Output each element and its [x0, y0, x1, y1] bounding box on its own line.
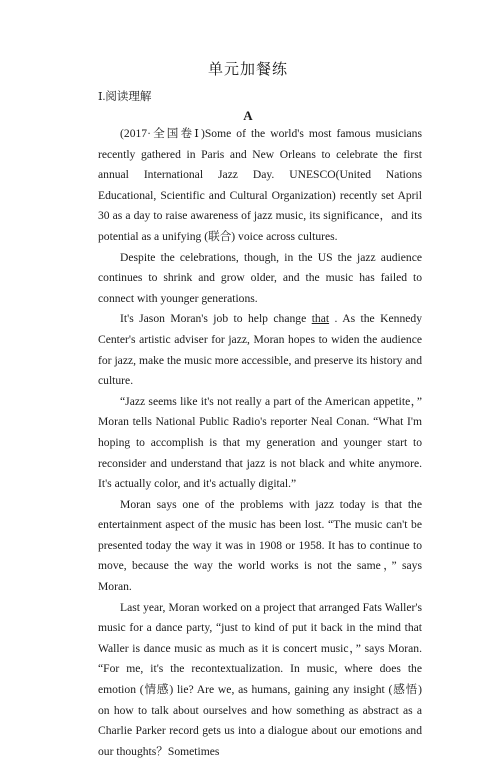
- paragraph-5: Moran says one of the problems with jazz today is that the entertainment aspect of the music has been lost. “The music can't be presented today the way it was in 1908 or 1958. It has to continue to move, because the way the world works is not the same，” says Moran.: [98, 497, 422, 594]
- document-title: 单元加餐练: [207, 62, 288, 78]
- paragraph-6: Last year, Moran worked on a project that arranged Fats Waller's music for a dance party, “just to kind of put it back in the mind that Waller is dance music as much as it is concert music，” says Moran. “For me, it's the recontextualization. In music, where does the emotion (情感) lie? Are we, as humans, gaining any insight (感悟) on how to talk about ourselves and how something as abstract as a Charlie Parker record gets us into a dialogue about our emotions and our thoughts？Sometimes: [98, 600, 422, 758]
- paragraph-3-after: . As the Kennedy Center's artistic adviser for jazz, Moran hopes to widen the audience for jazz, make the music more accessible, and preserve its history and culture.: [98, 312, 422, 388]
- paragraph-1: (2017·全国卷Ⅰ)Some of the world's most famous musicians recently gathered in Paris and New Orleans to celebrate the first annual International Jazz Day. UNESCO(United Nations Educational, Scientific and Cultural Organization) recently set April 30 as a day to raise awareness of jazz music, its significance，and its potential as a unifying (联合) voice across cultures.: [98, 127, 422, 243]
- paragraph-2: Despite the celebrations, though, in the US the jazz audience continues to shrink and grow older, and the music has failed to connect with younger generations.: [98, 250, 422, 305]
- paragraph-3: [98, 309, 422, 391]
- passage-label: A: [243, 108, 253, 123]
- underlined-word: that: [311, 312, 330, 326]
- paragraph-4: “Jazz seems like it's not really a part of the American appetite，” Moran tells National Public Radio's reporter Neal Conan. “What I'm hoping to accomplish is that my generation and younger start to reconsider and understand that jazz is not black and white anymore. It's actually color, and it's actually digital.”: [98, 394, 422, 491]
- paragraph-3-before: It's Jason Moran's job to help change: [120, 312, 312, 326]
- section-heading: Ⅰ.阅读理解: [98, 91, 152, 103]
- passage-body: [98, 124, 422, 762]
